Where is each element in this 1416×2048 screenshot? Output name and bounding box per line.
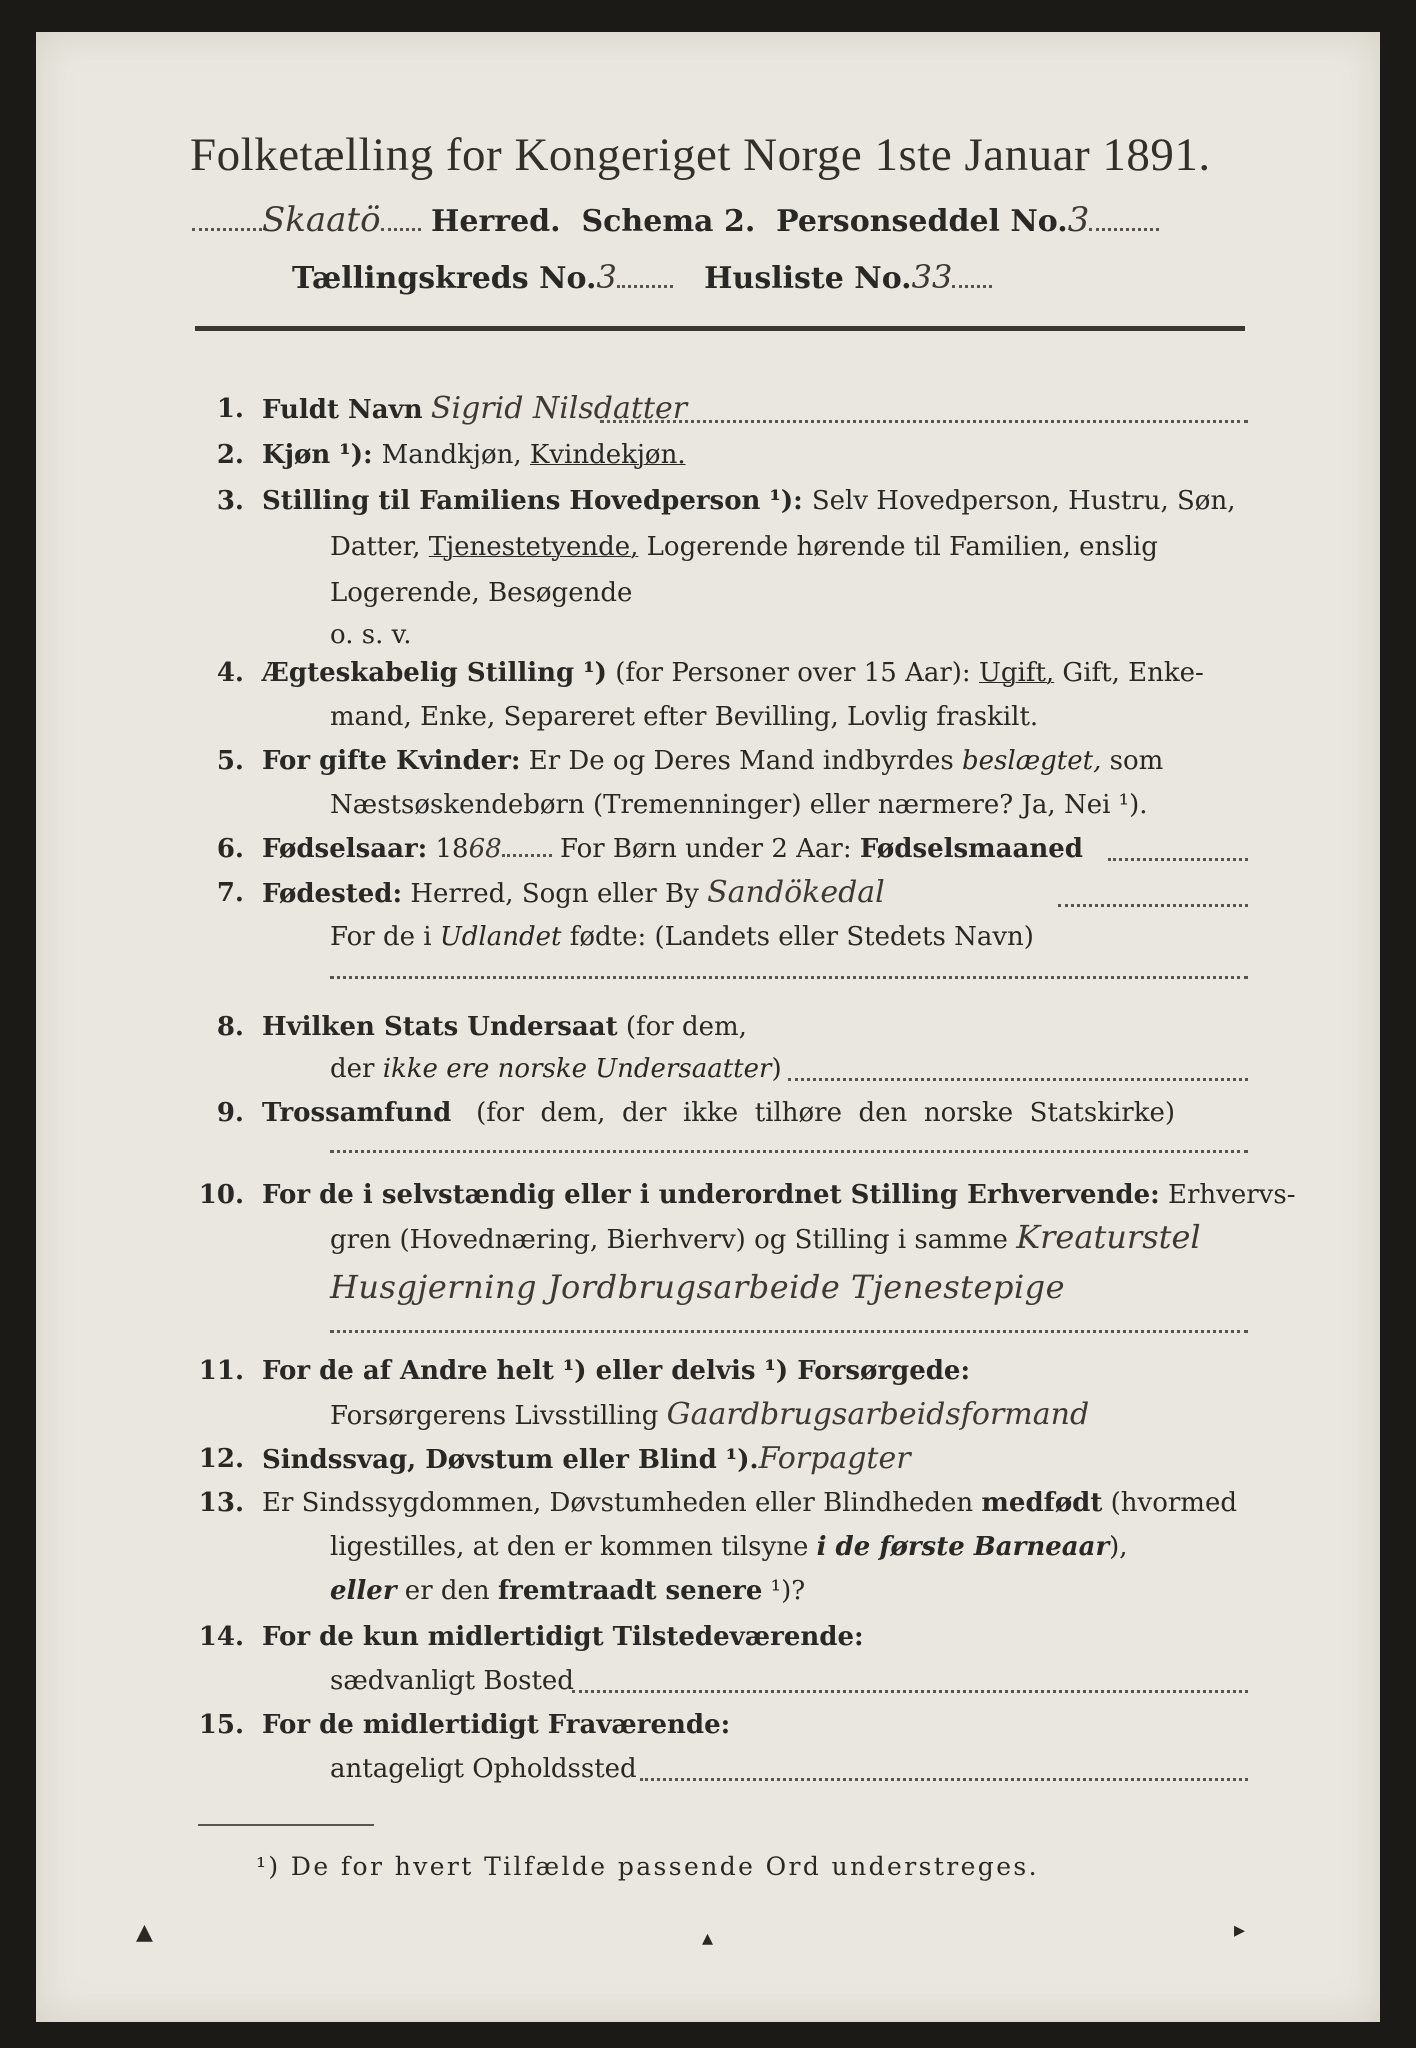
item-number: 13. xyxy=(198,1488,244,1518)
item-7-text: fødte: (Landets eller Stedets Navn) xyxy=(561,922,1034,952)
religion-line xyxy=(330,1150,1248,1153)
item-6-label: Fødselsaar: xyxy=(262,834,428,864)
taellingskreds-label: Tællingskreds No. xyxy=(292,261,597,296)
item-9-text: (for dem, der ikke tilhøre den norske Statskirke) xyxy=(451,1098,1175,1128)
item-8-text: (for dem, xyxy=(617,1012,747,1042)
item-2-label: Kjøn ¹): xyxy=(262,440,382,470)
item-number: 4. xyxy=(216,658,244,688)
item-11-text: Forsørgerens Livsstilling xyxy=(330,1401,667,1431)
item-3-text: Logerende hørende til Familien, enslig xyxy=(638,532,1158,562)
corner-mark-center: ▴ xyxy=(702,1926,714,1951)
item-number: 7. xyxy=(216,878,244,908)
item-number: 10. xyxy=(198,1180,244,1210)
provider-occupation-value: Gaardbrugsarbeidsformand xyxy=(666,1397,1090,1432)
item-13-text: eller xyxy=(330,1576,397,1606)
item-8-label: Hvilken Stats Undersaat xyxy=(262,1012,618,1042)
birthplace-value: Sandökedal xyxy=(707,875,885,910)
position-option-tjenestetyende: Tjenestetyende, xyxy=(428,532,639,562)
item-15-text: antageligt Opholdssted xyxy=(330,1754,637,1784)
item-1-label: Fuldt Navn xyxy=(262,395,423,425)
herred-label: Herred. xyxy=(431,204,561,239)
item-3-text: Selv Hovedperson, Hustru, Søn, xyxy=(811,486,1236,516)
personseddel-value: 3 xyxy=(1067,200,1090,240)
occupation-value-2: Husgjerning Jordbrugsarbeide Tjenestepige xyxy=(330,1268,1066,1306)
item-13-text: Er Sindssygdommen, Døvstumheden eller Blindheden xyxy=(262,1488,982,1518)
item-5-text: som xyxy=(1101,746,1164,776)
personseddel-label: Personseddel No. xyxy=(776,204,1068,239)
disability-value: Forpagter xyxy=(758,1441,911,1476)
birth-year-prefix: 18 xyxy=(427,834,469,864)
item-5-text: Næstsøskendebørn (Tremenninger) eller nærmere? Ja, Nei ¹). xyxy=(330,790,1148,820)
header-herred-line xyxy=(192,200,1252,240)
item-13-text: ), xyxy=(1109,1532,1128,1562)
item-11-label: For de af Andre helt ¹) eller delvis ¹) Forsørgede: xyxy=(262,1356,971,1386)
item-number: 14. xyxy=(198,1622,244,1652)
item-13-text: ¹)? xyxy=(762,1576,806,1606)
item-6-text: Fødselsmaaned xyxy=(859,834,1083,864)
item-7-label: Fødested: xyxy=(262,879,403,909)
item-8-text: der xyxy=(330,1054,383,1084)
item-14-label: For de kun midlertidigt Tilstedeværende: xyxy=(262,1622,864,1652)
marital-option-ugift: Ugift, xyxy=(978,658,1055,688)
header-divider xyxy=(195,326,1245,331)
birthplace-line xyxy=(1058,904,1248,907)
item-5-text: beslægtet, xyxy=(962,746,1102,776)
usual-residence-line xyxy=(572,1690,1248,1693)
item-4-text: Gift, Enke- xyxy=(1054,658,1204,688)
item-3-text: Datter, xyxy=(330,532,429,562)
occupation-line xyxy=(330,1330,1248,1333)
header-taellingskreds-line xyxy=(292,258,1352,296)
item-13-text: er den xyxy=(396,1576,498,1606)
item-10-text: Erhvervs- xyxy=(1159,1180,1296,1210)
footnote-divider xyxy=(198,1824,374,1826)
item-5-text: Er De og Deres Mand indbyrdes xyxy=(520,746,963,776)
item-6-text: For Børn under 2 Aar: xyxy=(551,834,860,864)
item-number: 6. xyxy=(216,834,244,864)
item-13-text: ligestilles, at den er kommen tilsyne xyxy=(330,1532,817,1562)
birth-year-value: 68 xyxy=(468,834,502,864)
gender-option-female: Kvindekjøn. xyxy=(529,440,686,470)
item-3-label: Stilling til Familiens Hovedperson ¹): xyxy=(262,486,812,516)
item-number: 12. xyxy=(198,1444,244,1474)
foreign-birthplace-line xyxy=(330,976,1248,979)
item-4-text: (for Personer over 15 Aar): xyxy=(606,658,979,688)
item-number: 5. xyxy=(216,746,244,776)
gender-option-male: Mandkjøn, xyxy=(381,440,530,470)
item-4-label: Ægteskabelig Stilling ¹) xyxy=(262,658,607,688)
temporary-residence-line xyxy=(640,1778,1248,1781)
item-13-text: i de første Barneaar xyxy=(816,1532,1110,1562)
item-8-text: ) xyxy=(771,1054,782,1084)
nationality-line xyxy=(788,1078,1248,1081)
item-7-text: For de i xyxy=(330,922,440,952)
full-name-line xyxy=(600,420,1248,423)
item-number: 9. xyxy=(216,1098,244,1128)
item-7-text: Udlandet xyxy=(439,922,562,952)
item-9-label: Trossamfund xyxy=(262,1098,452,1128)
corner-mark-right: ▸ xyxy=(1234,1918,1246,1943)
item-14-text: sædvanligt Bosted xyxy=(330,1666,574,1696)
footnote: ¹) De for hvert Tilfælde passende Ord understreges. xyxy=(256,1852,1039,1881)
form-title: Folketælling for Kongeriget Norge 1ste Januar 1891. xyxy=(190,129,1211,181)
item-number: 3. xyxy=(216,486,244,516)
item-13-text: medfødt xyxy=(981,1488,1103,1518)
item-12-label: Sindssvag, Døvstum eller Blind ¹). xyxy=(262,1445,759,1475)
item-10-label: Erhvervende: xyxy=(967,1180,1160,1210)
item-number: 8. xyxy=(216,1012,244,1042)
husliste-label: Husliste No. xyxy=(704,261,912,296)
item-7-text: Herred, Sogn eller By xyxy=(402,879,708,909)
birth-month-line xyxy=(1108,858,1248,861)
occupation-value-1: Kreaturstel xyxy=(1016,1218,1201,1256)
item-3-text: Logerende, Besøgende xyxy=(330,578,633,608)
item-13-text: fremtraadt senere xyxy=(497,1576,763,1606)
herred-value: Skaatö xyxy=(262,200,381,240)
item-3-text: o. s. v. xyxy=(330,620,412,650)
husliste-value: 33 xyxy=(911,258,953,296)
schema-label: Schema 2. xyxy=(581,204,756,239)
full-name-value: Sigrid Nilsdatter xyxy=(430,391,688,426)
taellingskreds-value: 3 xyxy=(596,258,617,296)
item-4-text: mand, Enke, Separeret efter Bevilling, Lovlig fraskilt. xyxy=(330,702,1039,732)
item-8-text: ikke ere norske Undersaatter xyxy=(382,1054,772,1084)
item-5-label: For gifte Kvinder: xyxy=(262,746,521,776)
item-number: 11. xyxy=(198,1356,244,1386)
item-number: 2. xyxy=(216,440,244,470)
item-number: 1. xyxy=(216,394,244,424)
item-13-text: (hvormed xyxy=(1102,1488,1237,1518)
item-10-text: gren (Hovednæring, Bierhverv) og Stilling i samme xyxy=(330,1225,1017,1255)
item-number: 15. xyxy=(198,1710,244,1740)
corner-mark-left: ▲ xyxy=(136,1920,153,1945)
item-10-label: For de i selvstændig eller i underordnet Stilling xyxy=(262,1180,968,1210)
item-15-label: For de midlertidigt Fraværende: xyxy=(262,1710,731,1740)
